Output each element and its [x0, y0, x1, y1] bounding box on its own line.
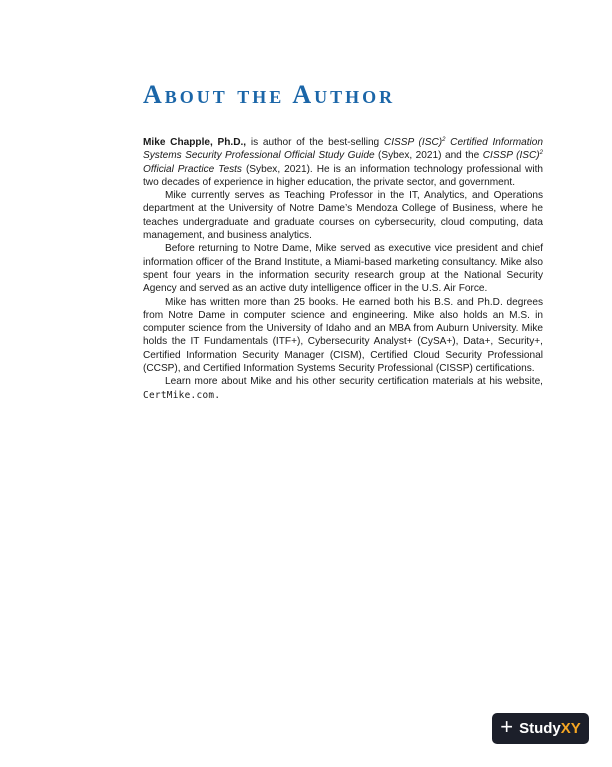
bio-text: (Sybex, 2021). He is an information technology professional with two decades of experience in higher education, the private sector, and government.	[143, 163, 543, 188]
bio-paragraph-4: Mike has written more than 25 books. He earned both his B.S. and Ph.D. degrees from Notre Dame in computer science and engineering. Mike also holds an M.S. in computer science from the University of Idaho and an MBA from Auburn University. Mike holds the IT Fundamentals (ITF+), Cybersecurity Analyst+ (CySA+), Data+, Security+, Certified Information Security Manager (CISM), Certified Cloud Security Professional (CCSP), and Certified Information Systems Security Professional (CISSP) certifications.	[143, 296, 543, 375]
book-title-part: CISSP (ISC)	[482, 150, 540, 162]
bio-text: Learn more about Mike and his other security certification materials at his website,	[165, 376, 543, 388]
badge-brand	[519, 720, 581, 737]
bio-text: (Sybex, 2021) and the	[374, 150, 483, 162]
badge-brand-xy: XY	[560, 720, 581, 737]
bio-text: is author of the best-selling	[246, 137, 384, 148]
bio-paragraph-5	[143, 375, 543, 402]
superscript: 2	[539, 150, 543, 157]
book-title-part: Official Practice Tests	[143, 163, 242, 175]
superscript: 2	[442, 137, 446, 143]
book-title-part: CISSP (ISC)	[383, 137, 443, 148]
bio-paragraph-2: Mike currently serves as Teaching Professor in the IT, Analytics, and Operations department at the University of Notre Dame’s Mendoza College of Business, where he teaches undergraduate and graduate courses on cybersecurity, cloud computing, data management, and business analytics.	[143, 190, 543, 242]
book-title-part: Certified Information Systems Security Professional Official Study Guide	[143, 137, 543, 162]
page-title: About the Author	[143, 80, 396, 109]
author-bio	[143, 136, 543, 402]
website-link[interactable]: CertMike.com.	[143, 389, 221, 401]
plus-icon: +	[500, 714, 514, 739]
author-name: Mike Chapple, Ph.D.,	[143, 137, 247, 148]
studyxy-badge[interactable]	[492, 713, 589, 744]
bio-paragraph-1	[143, 136, 543, 189]
bio-paragraph-3: Before returning to Notre Dame, Mike served as executive vice president and chief information officer of the Brand Institute, a Miami-based marketing consultancy. Mike also spent four years in the information security research group at the National Security Agency and served as an active duty intelligence officer in the U.S. Air Force.	[143, 243, 543, 295]
badge-brand-study: Study	[519, 720, 561, 737]
